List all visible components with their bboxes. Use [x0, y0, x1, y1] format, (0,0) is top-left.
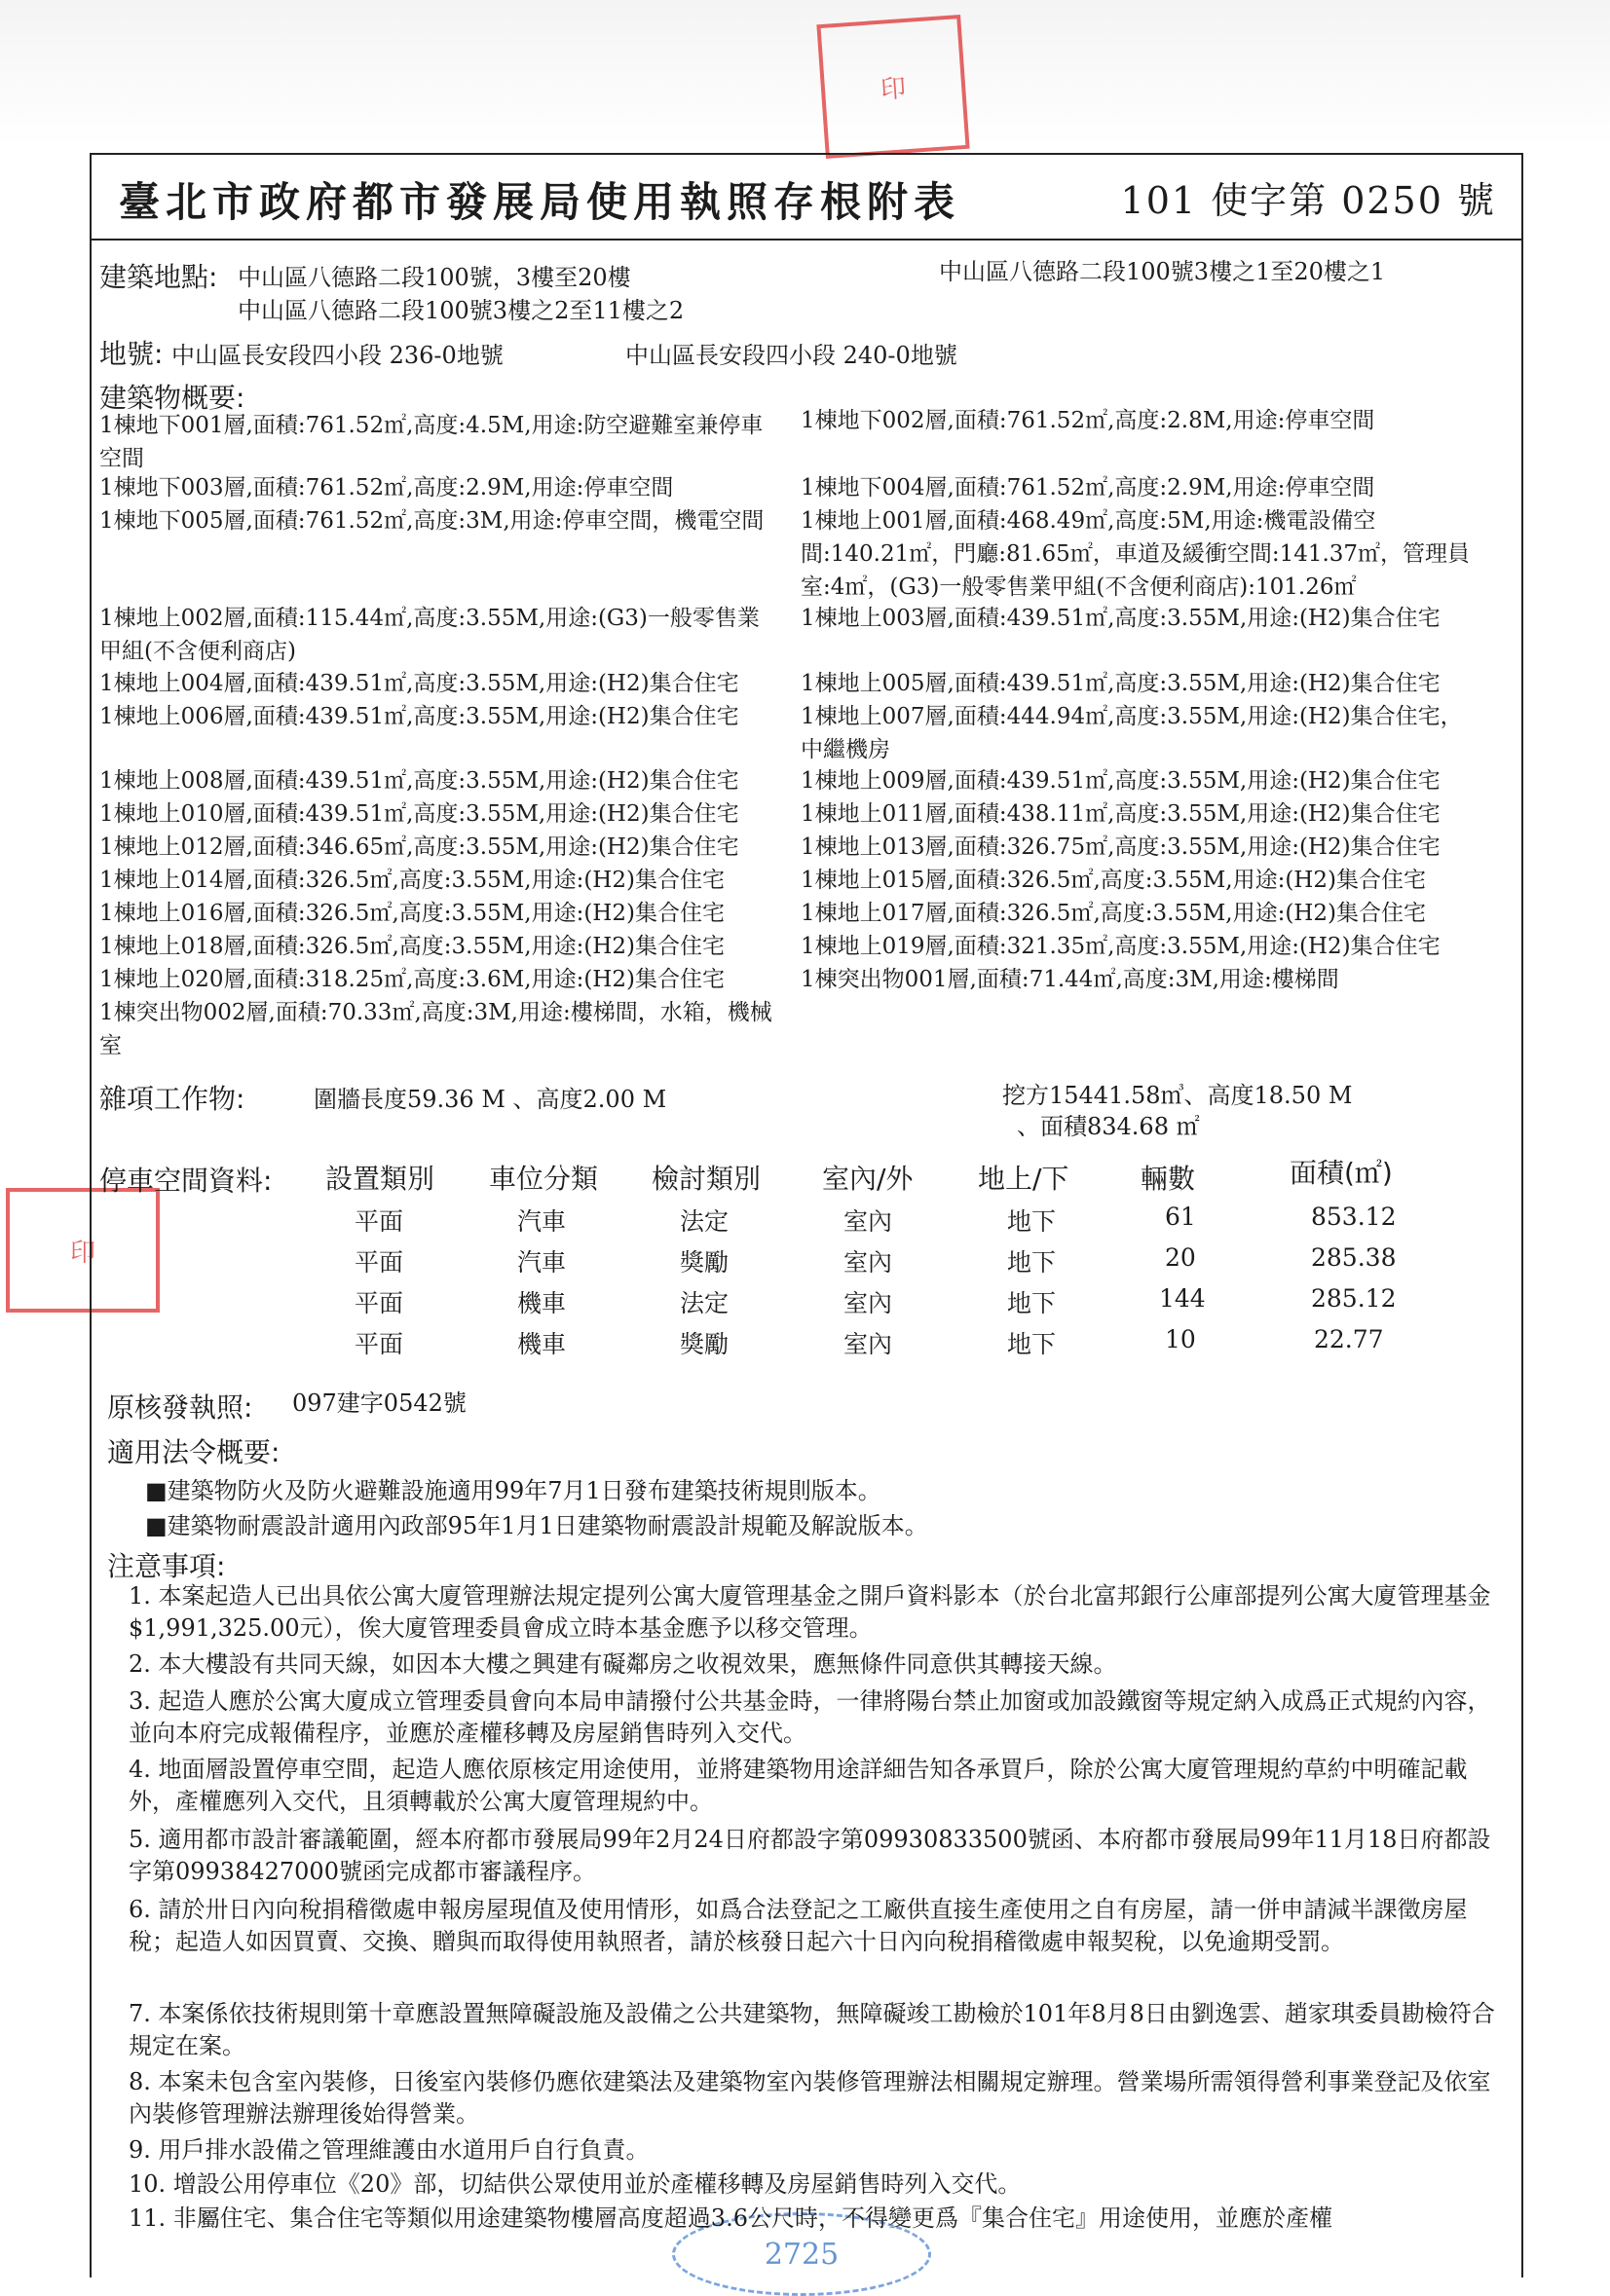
note-item: 2. 本大樓設有共同天線，如因本大樓之興建有礙鄰房之收視效果，應無條件同意供其轉接天線。	[129, 1650, 1117, 1678]
parking-cell: 853.12	[1311, 1203, 1397, 1231]
title-bar	[92, 155, 1521, 241]
parking-cell: 22.77	[1314, 1325, 1384, 1353]
parking-cell: 地下	[1007, 1289, 1057, 1317]
overview-right-item: 1棟地上013層,面積:326.75㎡,高度:3.55M,用途:(H2)集合住宅	[801, 834, 1441, 860]
overview-right-item: 1棟地上001層,面積:468.49㎡,高度:5M,用途:機電設備空間:140.21㎡，門廳:81.65㎡，車道及緩衝空間:141.37㎡，管理員室:4㎡，(G3)一般零售業甲組(不含便利商店):101.26㎡	[801, 508, 1471, 600]
parking-cell: 室內	[843, 1289, 893, 1317]
parking-header: 設置類別	[325, 1163, 435, 1195]
overview-left-item: 1棟地下003層,面積:761.52㎡,高度:2.9M,用途:停車空間	[99, 475, 674, 500]
address-line-1: 中山區八德路二段100號，3樓至20樓	[238, 264, 631, 291]
overview-label: 建築物概要:	[99, 382, 245, 414]
parking-cell: 汽車	[517, 1248, 567, 1277]
address-label: 建築地點:	[99, 261, 218, 293]
note-item: 4. 地面層設置停車空間，起造人應依原核定用途使用，並將建築物用途詳細告知各承買戶，除於公寓大廈管理規約草約中明確記載外，產權應列入交代，且須轉載於公寓大廈管理規約中。	[129, 1756, 1468, 1815]
parking-cell: 20	[1165, 1243, 1196, 1272]
note-item: 5. 適用都市設計審議範圍，經本府都市發展局99年2月24日府都設字第09930833500號函、本府都市發展局99年11月18日府都設字第09938427000號函完成都市審議程序。	[129, 1826, 1491, 1885]
lot-left: 中山區長安段四小段 236-0地號	[171, 342, 504, 369]
parking-cell: 室內	[843, 1330, 893, 1358]
overview-left-item: 1棟地上018層,面積:326.5㎡,高度:3.55M,用途:(H2)集合住宅	[99, 934, 725, 959]
overview-right-item: 1棟地上003層,面積:439.51㎡,高度:3.55M,用途:(H2)集合住宅	[801, 606, 1441, 631]
permit-attachment-document	[90, 153, 1523, 2277]
parking-cell: 法定	[680, 1289, 730, 1317]
misc-works-left: 圍牆長度59.36 M 、高度2.00 M	[314, 1086, 667, 1113]
misc-works-right-2: 、面積834.68 ㎡	[1017, 1113, 1200, 1140]
overview-left-item: 1棟地上012層,面積:346.65㎡,高度:3.55M,用途:(H2)集合住宅	[99, 834, 739, 860]
overview-right-item: 1棟地上015層,面積:326.5㎡,高度:3.55M,用途:(H2)集合住宅	[801, 868, 1426, 893]
parking-cell: 平面	[355, 1207, 404, 1236]
lot-label: 地號:	[99, 338, 164, 370]
overview-right-item: 1棟地上019層,面積:321.35㎡,高度:3.55M,用途:(H2)集合住宅	[801, 934, 1441, 959]
parking-cell: 285.38	[1311, 1243, 1397, 1272]
seal-number: 2725	[764, 2237, 840, 2272]
parking-header: 地上/下	[978, 1163, 1069, 1195]
overview-left-item: 1棟地上002層,面積:115.44㎡,高度:3.55M,用途:(G3)一般零售業甲組(不含便利商店)	[99, 606, 760, 664]
overview-right-item: 1棟地下002層,面積:761.52㎡,高度:2.8M,用途:停車空間	[801, 408, 1375, 433]
parking-cell: 地下	[1007, 1330, 1057, 1358]
note-item: 9. 用戶排水設備之管理維護由水道用戶自行負責。	[129, 2136, 650, 2164]
misc-works-label: 雜項工作物:	[99, 1083, 245, 1115]
overview-left-item: 1棟地上010層,面積:439.51㎡,高度:3.55M,用途:(H2)集合住宅	[99, 801, 739, 827]
parking-cell: 平面	[355, 1248, 404, 1277]
parking-cell: 室內	[843, 1248, 893, 1277]
address-line-2: 中山區八德路二段100號3樓之2至11樓之2	[238, 297, 685, 324]
document-title: 臺北市政府都市發展局使用執照存根附表	[119, 178, 961, 226]
note-item: 8. 本案未包含室內裝修，日後室內裝修仍應依建築法及建築物室內裝修管理辦法相關規定辦理。營業場所需領得營利事業登記及依室內裝修管理辦法辦理後始得營業。	[129, 2068, 1491, 2128]
original-permit-value: 097建字0542號	[292, 1389, 467, 1417]
lot-right: 中山區長安段四小段 240-0地號	[625, 342, 957, 369]
parking-cell: 平面	[355, 1330, 404, 1358]
overview-right-item: 1棟地上005層,面積:439.51㎡,高度:3.55M,用途:(H2)集合住宅	[801, 671, 1441, 696]
parking-cell: 獎勵	[680, 1330, 730, 1358]
overview-left-item: 1棟地上020層,面積:318.25㎡,高度:3.6M,用途:(H2)集合住宅	[99, 967, 725, 992]
parking-cell: 61	[1165, 1203, 1196, 1231]
parking-cell: 10	[1165, 1325, 1196, 1353]
permit-number: 101 使字第 0250 號	[1120, 179, 1496, 222]
parking-header: 面積(㎡)	[1290, 1157, 1393, 1189]
parking-cell: 地下	[1007, 1248, 1057, 1277]
note-item: 7. 本案係依技術規則第十章應設置無障礙設施及設備之公共建築物，無障礙竣工勘檢於101年8月8日由劉逸雲、趙家琪委員勘檢符合規定在案。	[129, 2000, 1495, 2059]
parking-cell: 室內	[843, 1207, 893, 1236]
overview-left-item: 1棟地上016層,面積:326.5㎡,高度:3.55M,用途:(H2)集合住宅	[99, 901, 725, 926]
parking-cell: 法定	[680, 1207, 730, 1236]
parking-cell: 地下	[1007, 1207, 1057, 1236]
overview-right-item: 1棟地上007層,面積:444.94㎡,高度:3.55M,用途:(H2)集合住宅，中繼機房	[801, 704, 1463, 762]
parking-cell: 285.12	[1311, 1284, 1397, 1313]
parking-cell: 平面	[355, 1289, 404, 1317]
original-permit-label: 原核發執照:	[107, 1391, 253, 1424]
note-item: 6. 請於卅日內向稅捐稽徵處申報房屋現值及使用情形，如爲合法登記之工廠供直接生產使用之自有房屋，請一併申請減半課徵房屋稅；起造人如因買賣、交換、贈與而取得使用執照者，請於核發日起六十日內向稅捐稽徵處申報契稅，以免逾期受罰。	[129, 1896, 1468, 1955]
address-line-right: 中山區八德路二段100號3樓之1至20樓之1	[939, 258, 1386, 285]
overview-right-item: 1棟地下004層,面積:761.52㎡,高度:2.9M,用途:停車空間	[801, 475, 1375, 500]
parking-cell: 144	[1159, 1284, 1206, 1313]
overview-left-item: 1棟突出物002層,面積:70.33㎡,高度:3M,用途:樓梯間，水箱，機械室	[99, 1000, 772, 1058]
overview-right-item: 1棟地上011層,面積:438.11㎡,高度:3.55M,用途:(H2)集合住宅	[801, 801, 1441, 827]
parking-cell: 汽車	[517, 1207, 567, 1236]
note-item: 1. 本案起造人已出具依公寓大廈管理辦法規定提列公寓大廈管理基金之開戶資料影本（於台北富邦銀行公庫部提列公寓大廈管理基金$1,991,325.00元），俟大廈管理委員會成立時本基金應予以移交管理。	[129, 1582, 1491, 1642]
red-seal-stamp-left: 印	[6, 1188, 160, 1313]
note-item: 3. 起造人應於公寓大廈成立管理委員會向本局申請撥付公共基金時，一律將陽台禁止加窗或加設鐵窗等規定納入成爲正式規約內容，並向本府完成報備程序，並應於產權移轉及房屋銷售時列入交代。	[129, 1687, 1491, 1747]
overview-left-item: 1棟地下005層,面積:761.52㎡,高度:3M,用途:停車空間，機電空間	[99, 508, 765, 534]
notes-label: 注意事項:	[107, 1550, 226, 1582]
parking-header: 檢討類別	[652, 1163, 762, 1195]
overview-right-item: 1棟突出物001層,面積:71.44㎡,高度:3M,用途:樓梯間	[801, 967, 1339, 992]
overview-right-item: 1棟地上009層,面積:439.51㎡,高度:3.55M,用途:(H2)集合住宅	[801, 768, 1441, 794]
overview-right-item: 1棟地上017層,面積:326.5㎡,高度:3.55M,用途:(H2)集合住宅	[801, 901, 1426, 926]
overview-left-item: 1棟地上014層,面積:326.5㎡,高度:3.55M,用途:(H2)集合住宅	[99, 868, 725, 893]
parking-header: 室內/外	[822, 1163, 914, 1195]
note-item: 11. 非屬住宅、集合住宅等類似用途建築物樓層高度超過3.6公尺時，不得變更爲『集合住宅』用途使用，並應於產權	[129, 2204, 1332, 2232]
misc-works-right-1: 挖方15441.58㎥、高度18.50 M	[1002, 1082, 1353, 1109]
law-item: ■建築物防火及防火避難設施適用99年7月1日發布建築技術規則版本。	[145, 1477, 881, 1504]
parking-header: 輛數	[1141, 1163, 1196, 1195]
law-item: ■建築物耐震設計適用內政部95年1月1日建築物耐震設計規範及解說版本。	[145, 1512, 928, 1539]
parking-header: 車位分類	[489, 1163, 599, 1195]
overview-left-item: 1棟地上008層,面積:439.51㎡,高度:3.55M,用途:(H2)集合住宅	[99, 768, 739, 794]
laws-label: 適用法令概要:	[107, 1436, 281, 1468]
page-top-edge	[0, 0, 1610, 146]
parking-cell: 獎勵	[680, 1248, 730, 1277]
note-item: 10. 增設公用停車位《20》部，切結供公眾使用並於產權移轉及房屋銷售時列入交代。	[129, 2170, 1022, 2198]
parking-label: 停車空間資料:	[99, 1165, 273, 1197]
red-seal-stamp-top: 印	[816, 15, 969, 159]
overview-left-item: 1棟地上006層,面積:439.51㎡,高度:3.55M,用途:(H2)集合住宅	[99, 704, 739, 729]
overview-left-item: 1棟地上004層,面積:439.51㎡,高度:3.55M,用途:(H2)集合住宅	[99, 671, 739, 696]
parking-cell: 機車	[517, 1289, 567, 1317]
overview-left-item: 1棟地下001層,面積:761.52㎡,高度:4.5M,用途:防空避難室兼停車空間	[99, 413, 764, 471]
parking-cell: 機車	[517, 1330, 567, 1358]
